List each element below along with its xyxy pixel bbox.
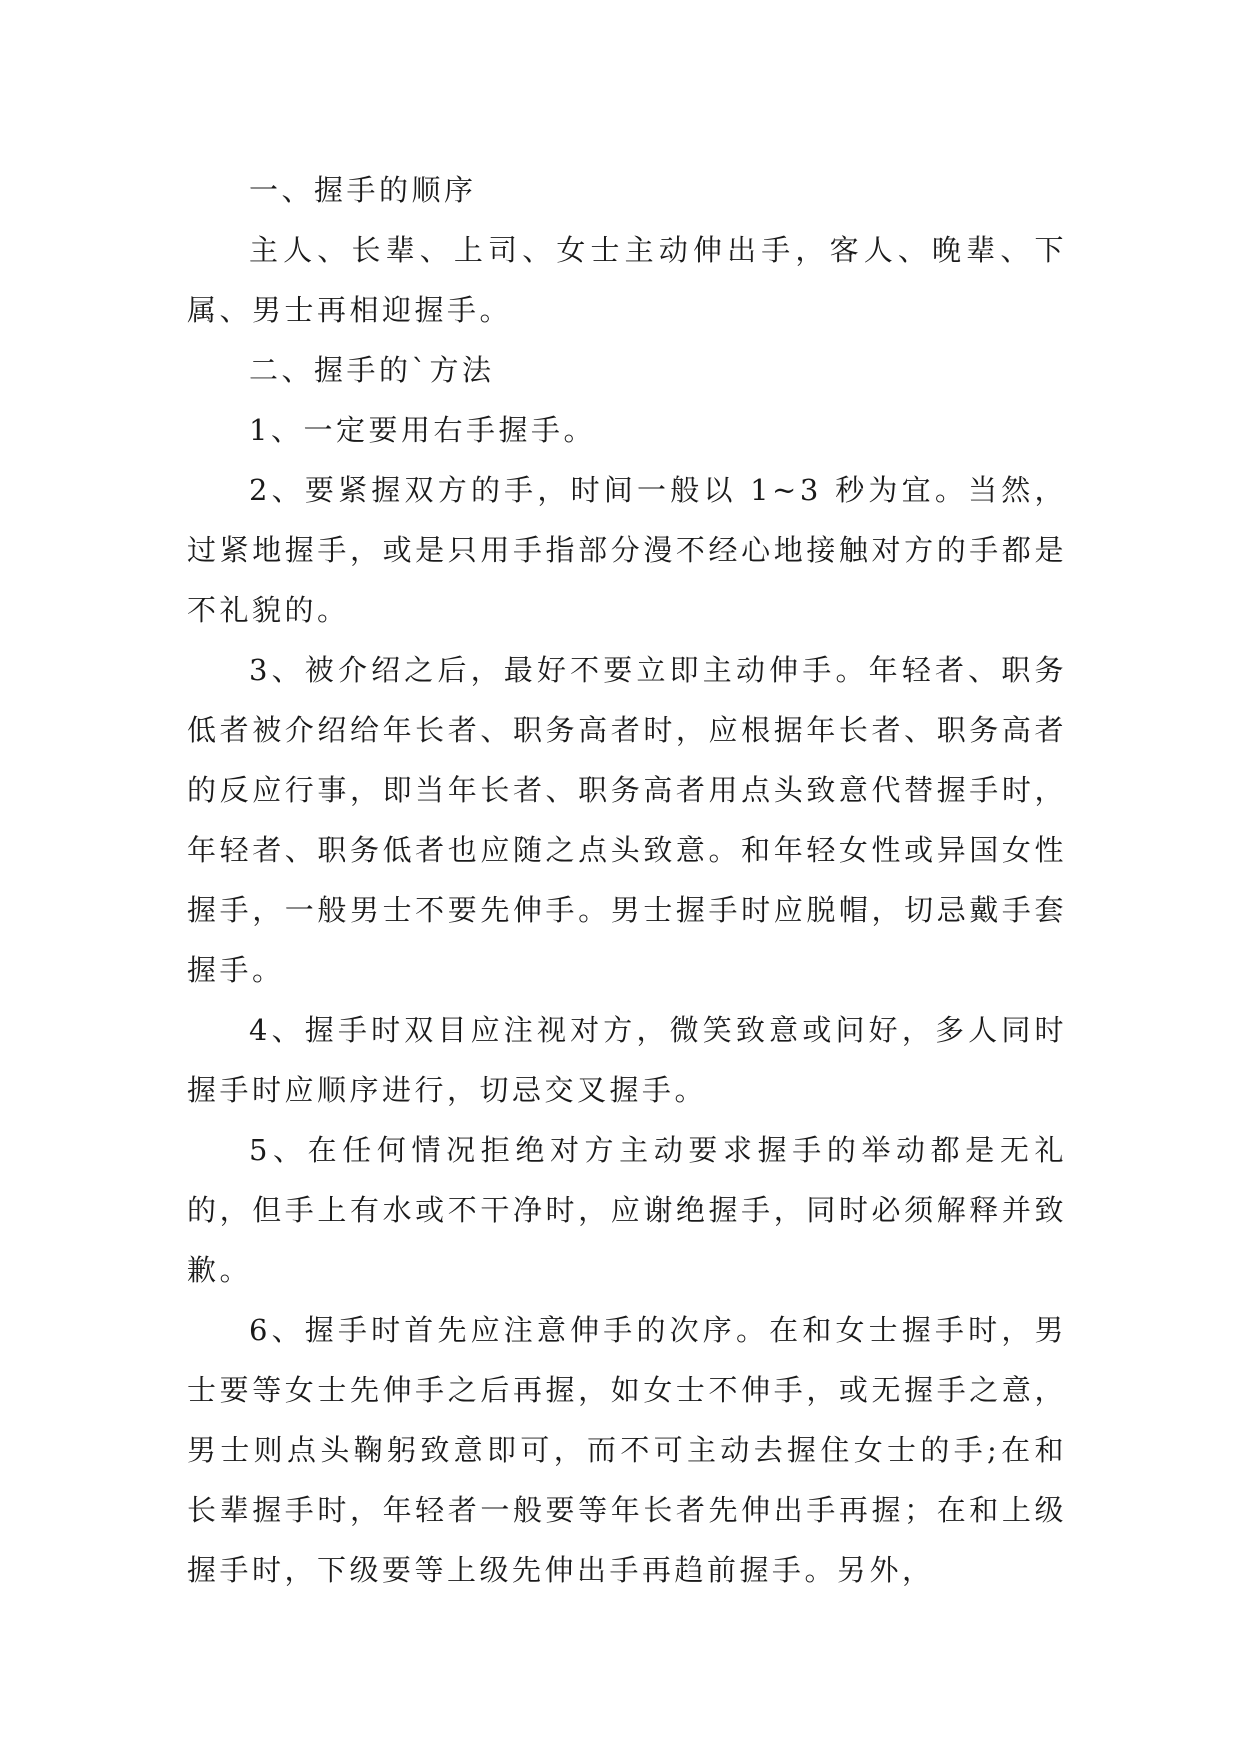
list-item-2: 2、要紧握双方的手，时间一般以 1~3 秒为宜。当然，过紧地握手，或是只用手指部分漫不经心地接触对方的手都是不礼貌的。 [187, 473, 1067, 627]
list-item-4: 4、握手时双目应注视对方，微笑致意或问好，多人同时握手时应顺序进行，切忌交叉握手。 [187, 1013, 1067, 1107]
section-heading-method: 二、握手的`方法 [249, 353, 495, 387]
paragraph-order-text: 主人、长辈、上司、女士主动伸出手，客人、晚辈、下属、男士再相迎握手。 [187, 233, 1067, 327]
list-item-1: 1、一定要用右手握手。 [249, 413, 596, 447]
section-heading-order: 一、握手的顺序 [249, 173, 477, 207]
list-item-5: 5、在任何情况拒绝对方主动要求握手的举动都是无礼的，但手上有水或不干净时，应谢绝握手，同时必须解释并致歉。 [187, 1133, 1067, 1287]
document-body [187, 160, 1067, 1600]
list-item-3: 3、被介绍之后，最好不要立即主动伸手。年轻者、职务低者被介绍给年长者、职务高者时，应根据年长者、职务高者的反应行事，即当年长者、职务高者用点头致意代替握手时，年轻者、职务低者也应随之点头致意。和年轻女性或异国女性握手，一般男士不要先伸手。男士握手时应脱帽，切忌戴手套握手。 [187, 653, 1067, 987]
list-item-6: 6、握手时首先应注意伸手的次序。在和女士握手时，男士要等女士先伸手之后再握，如女士不伸手，或无握手之意，男士则点头鞠躬致意即可，而不可主动去握住女士的手;在和长辈握手时，年轻者一般要等年长者先伸出手再握；在和上级握手时，下级要等上级先伸出手再趋前握手。另外， [187, 1313, 1067, 1587]
